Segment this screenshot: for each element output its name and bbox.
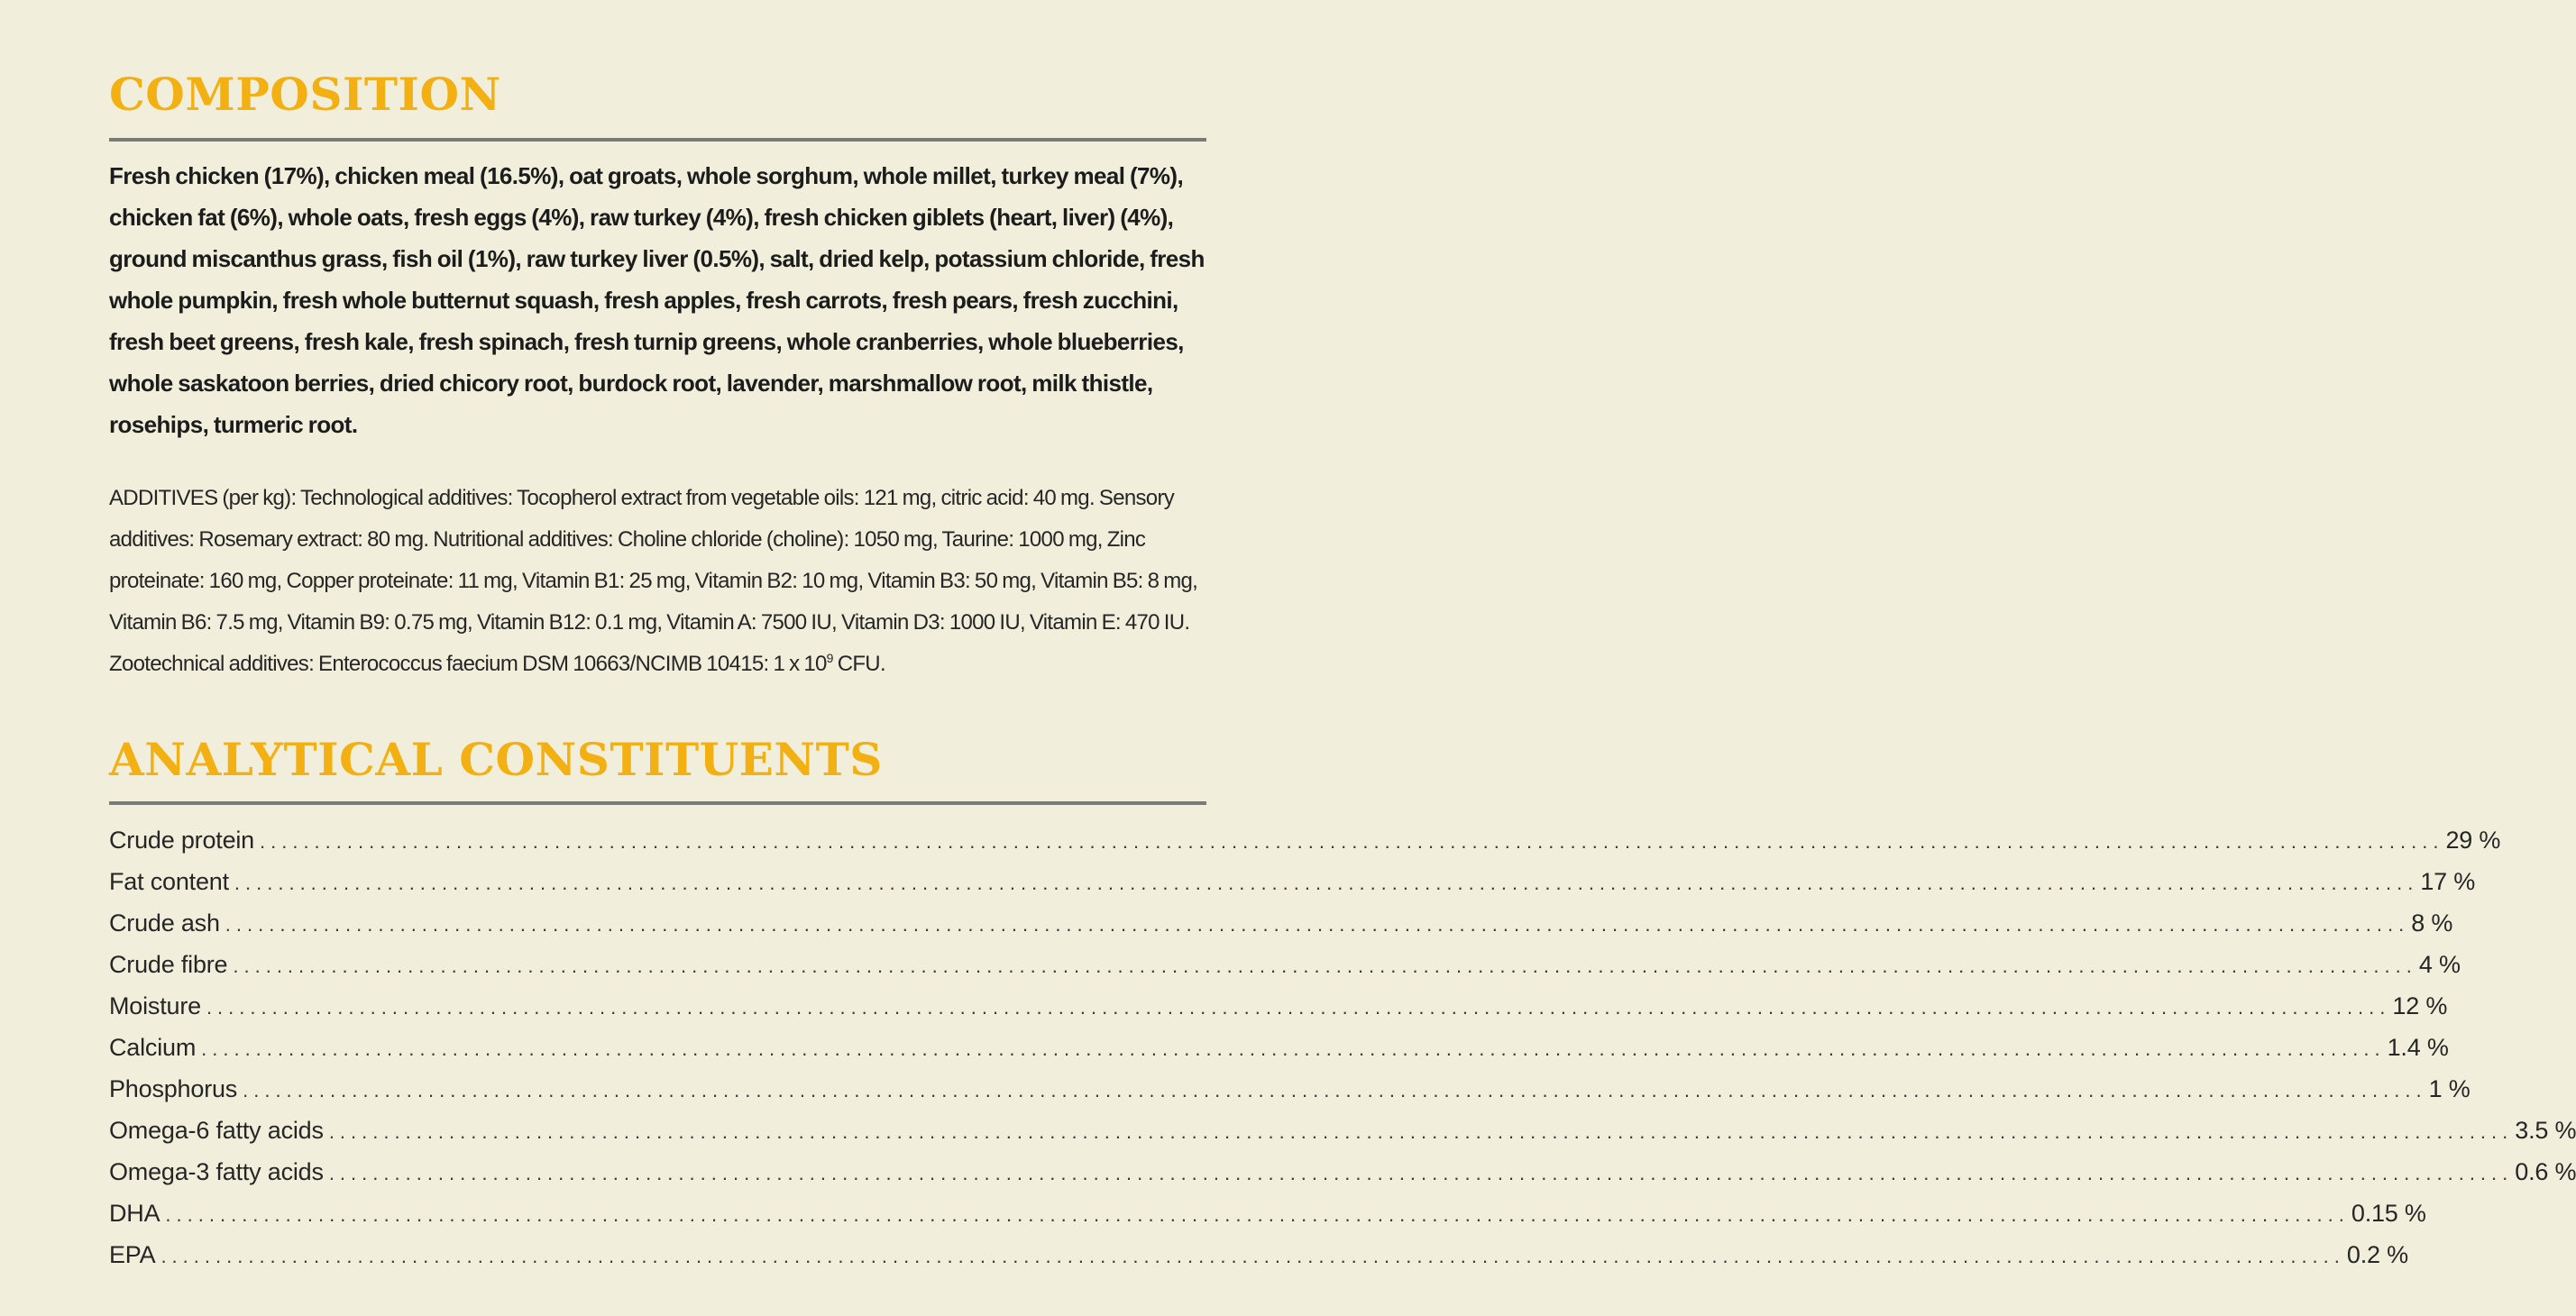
dot-leader: ........................................................................................................................................................................................................	[225, 913, 2410, 936]
analytical-heading: ANALYTICAL CONSTITUENTS	[109, 733, 883, 786]
additives-main: ADDITIVES (per kg): Technological additives: Tocopherol extract from vegetable oils: 121 mg, citric acid: 40 mg. Sensory additives: Rosemary extract: 80 mg. Nutritional additives: Choline chloride (choline): 1050 mg, Taurine: 1000 mg, Zinc proteinate: 160 mg, Copper proteinate: 11 mg, Vitamin B1: 25 mg, Vitamin B2: 10 mg, Vitamin B3: 50 mg, Vitamin B5: 8 mg, Vitamin B6: 7.5 mg, Vitamin B9: 0.75 mg, Vitamin B12: 0.1 mg, Vitamin A: 7500 IU, Vitamin D3: 1000 IU, Vitamin E: 470 IU. Zootechnical additives: Enterococcus faecium DSM 10663/NCIMB 10415: 1 x 10	[109, 486, 1198, 676]
constituent-label: Crude ash	[109, 909, 220, 937]
dot-leader: ........................................................................................................................................................................................................	[328, 1120, 2514, 1143]
constituent-row	[109, 1151, 2576, 1193]
analytical-divider	[109, 801, 1206, 805]
constituent-row	[109, 819, 2501, 861]
constituent-row	[109, 1068, 2471, 1110]
constituent-value: 0.15 %	[2351, 1200, 2426, 1227]
dot-leader: ........................................................................................................................................................................................................	[206, 996, 2391, 1019]
ingredients-text: Fresh chicken (17%), chicken meal (16.5%), oat groats, whole sorghum, whole millet, turkey meal (7%), chicken fat (6%), whole oats, fresh eggs (4%), raw turkey (4%), fresh chicken giblets (heart, liver) (4%), ground miscanthus grass, fish oil (1%), raw turkey liver (0.5%), salt, dried kelp, potassium chloride, fresh whole pumpkin, fresh whole butternut squash, fresh apples, fresh carrots, fresh pears, fresh zucchini, fresh beet greens, fresh kale, fresh spinach, fresh turnip greens, whole cranberries, whole blueberries, whole saskatoon berries, dried chicory root, burdock root, lavender, marshmallow root, milk thistle, rosehips, turmeric root.	[109, 162, 1205, 438]
additives-end: CFU.	[832, 652, 885, 676]
constituent-value: 1 %	[2428, 1075, 2471, 1102]
constituent-label: DHA	[109, 1200, 160, 1227]
constituent-value: 8 %	[2411, 909, 2453, 937]
constituent-row	[109, 902, 2453, 944]
constituent-value: 12 %	[2392, 992, 2448, 1019]
constituent-row	[109, 944, 2461, 985]
dot-leader: ........................................................................................................................................................................................................	[243, 1079, 2427, 1101]
constituent-label: Moisture	[109, 992, 201, 1019]
dot-leader: ........................................................................................................................................................................................................	[160, 1245, 2345, 1267]
constituent-value: 1.4 %	[2387, 1034, 2449, 1061]
additives-text	[109, 478, 1206, 685]
constituent-value: 29 %	[2445, 827, 2501, 854]
constituent-row	[109, 1110, 2576, 1151]
dot-leader: ........................................................................................................................................................................................................	[234, 872, 2419, 894]
constituent-value: 3.5 %	[2515, 1117, 2576, 1144]
constituent-value: 0.2 %	[2346, 1241, 2408, 1268]
constituents-list	[109, 819, 2576, 1275]
constituent-row	[109, 985, 2448, 1027]
additives-exponent: 9	[826, 651, 833, 665]
constituent-label: Omega-6 fatty acids	[109, 1117, 324, 1144]
constituent-label: Fat content	[109, 868, 229, 895]
dot-leader: ........................................................................................................................................................................................................	[201, 1037, 2386, 1060]
dot-leader: ........................................................................................................................................................................................................	[328, 1162, 2514, 1184]
dot-leader: ........................................................................................................................................................................................................	[233, 955, 2417, 977]
constituent-row	[109, 861, 2476, 902]
dot-leader: ........................................................................................................................................................................................................	[165, 1203, 2350, 1226]
constituent-label: Calcium	[109, 1034, 197, 1061]
constituent-label: Omega-3 fatty acids	[109, 1158, 324, 1185]
composition-heading: COMPOSITION	[109, 68, 501, 121]
composition-divider	[109, 138, 1206, 142]
constituent-row	[109, 1234, 2408, 1275]
dot-leader: ........................................................................................................................................................................................................	[260, 830, 2444, 853]
constituent-label: Phosphorus	[109, 1075, 238, 1102]
constituent-value: 4 %	[2418, 951, 2461, 978]
constituent-label: EPA	[109, 1241, 156, 1268]
constituent-label: Crude fibre	[109, 951, 228, 978]
constituent-label: Crude protein	[109, 827, 254, 854]
constituent-row	[109, 1027, 2449, 1068]
constituent-value: 0.6 %	[2515, 1158, 2576, 1185]
constituent-value: 17 %	[2420, 868, 2476, 895]
constituent-row	[109, 1193, 2426, 1234]
